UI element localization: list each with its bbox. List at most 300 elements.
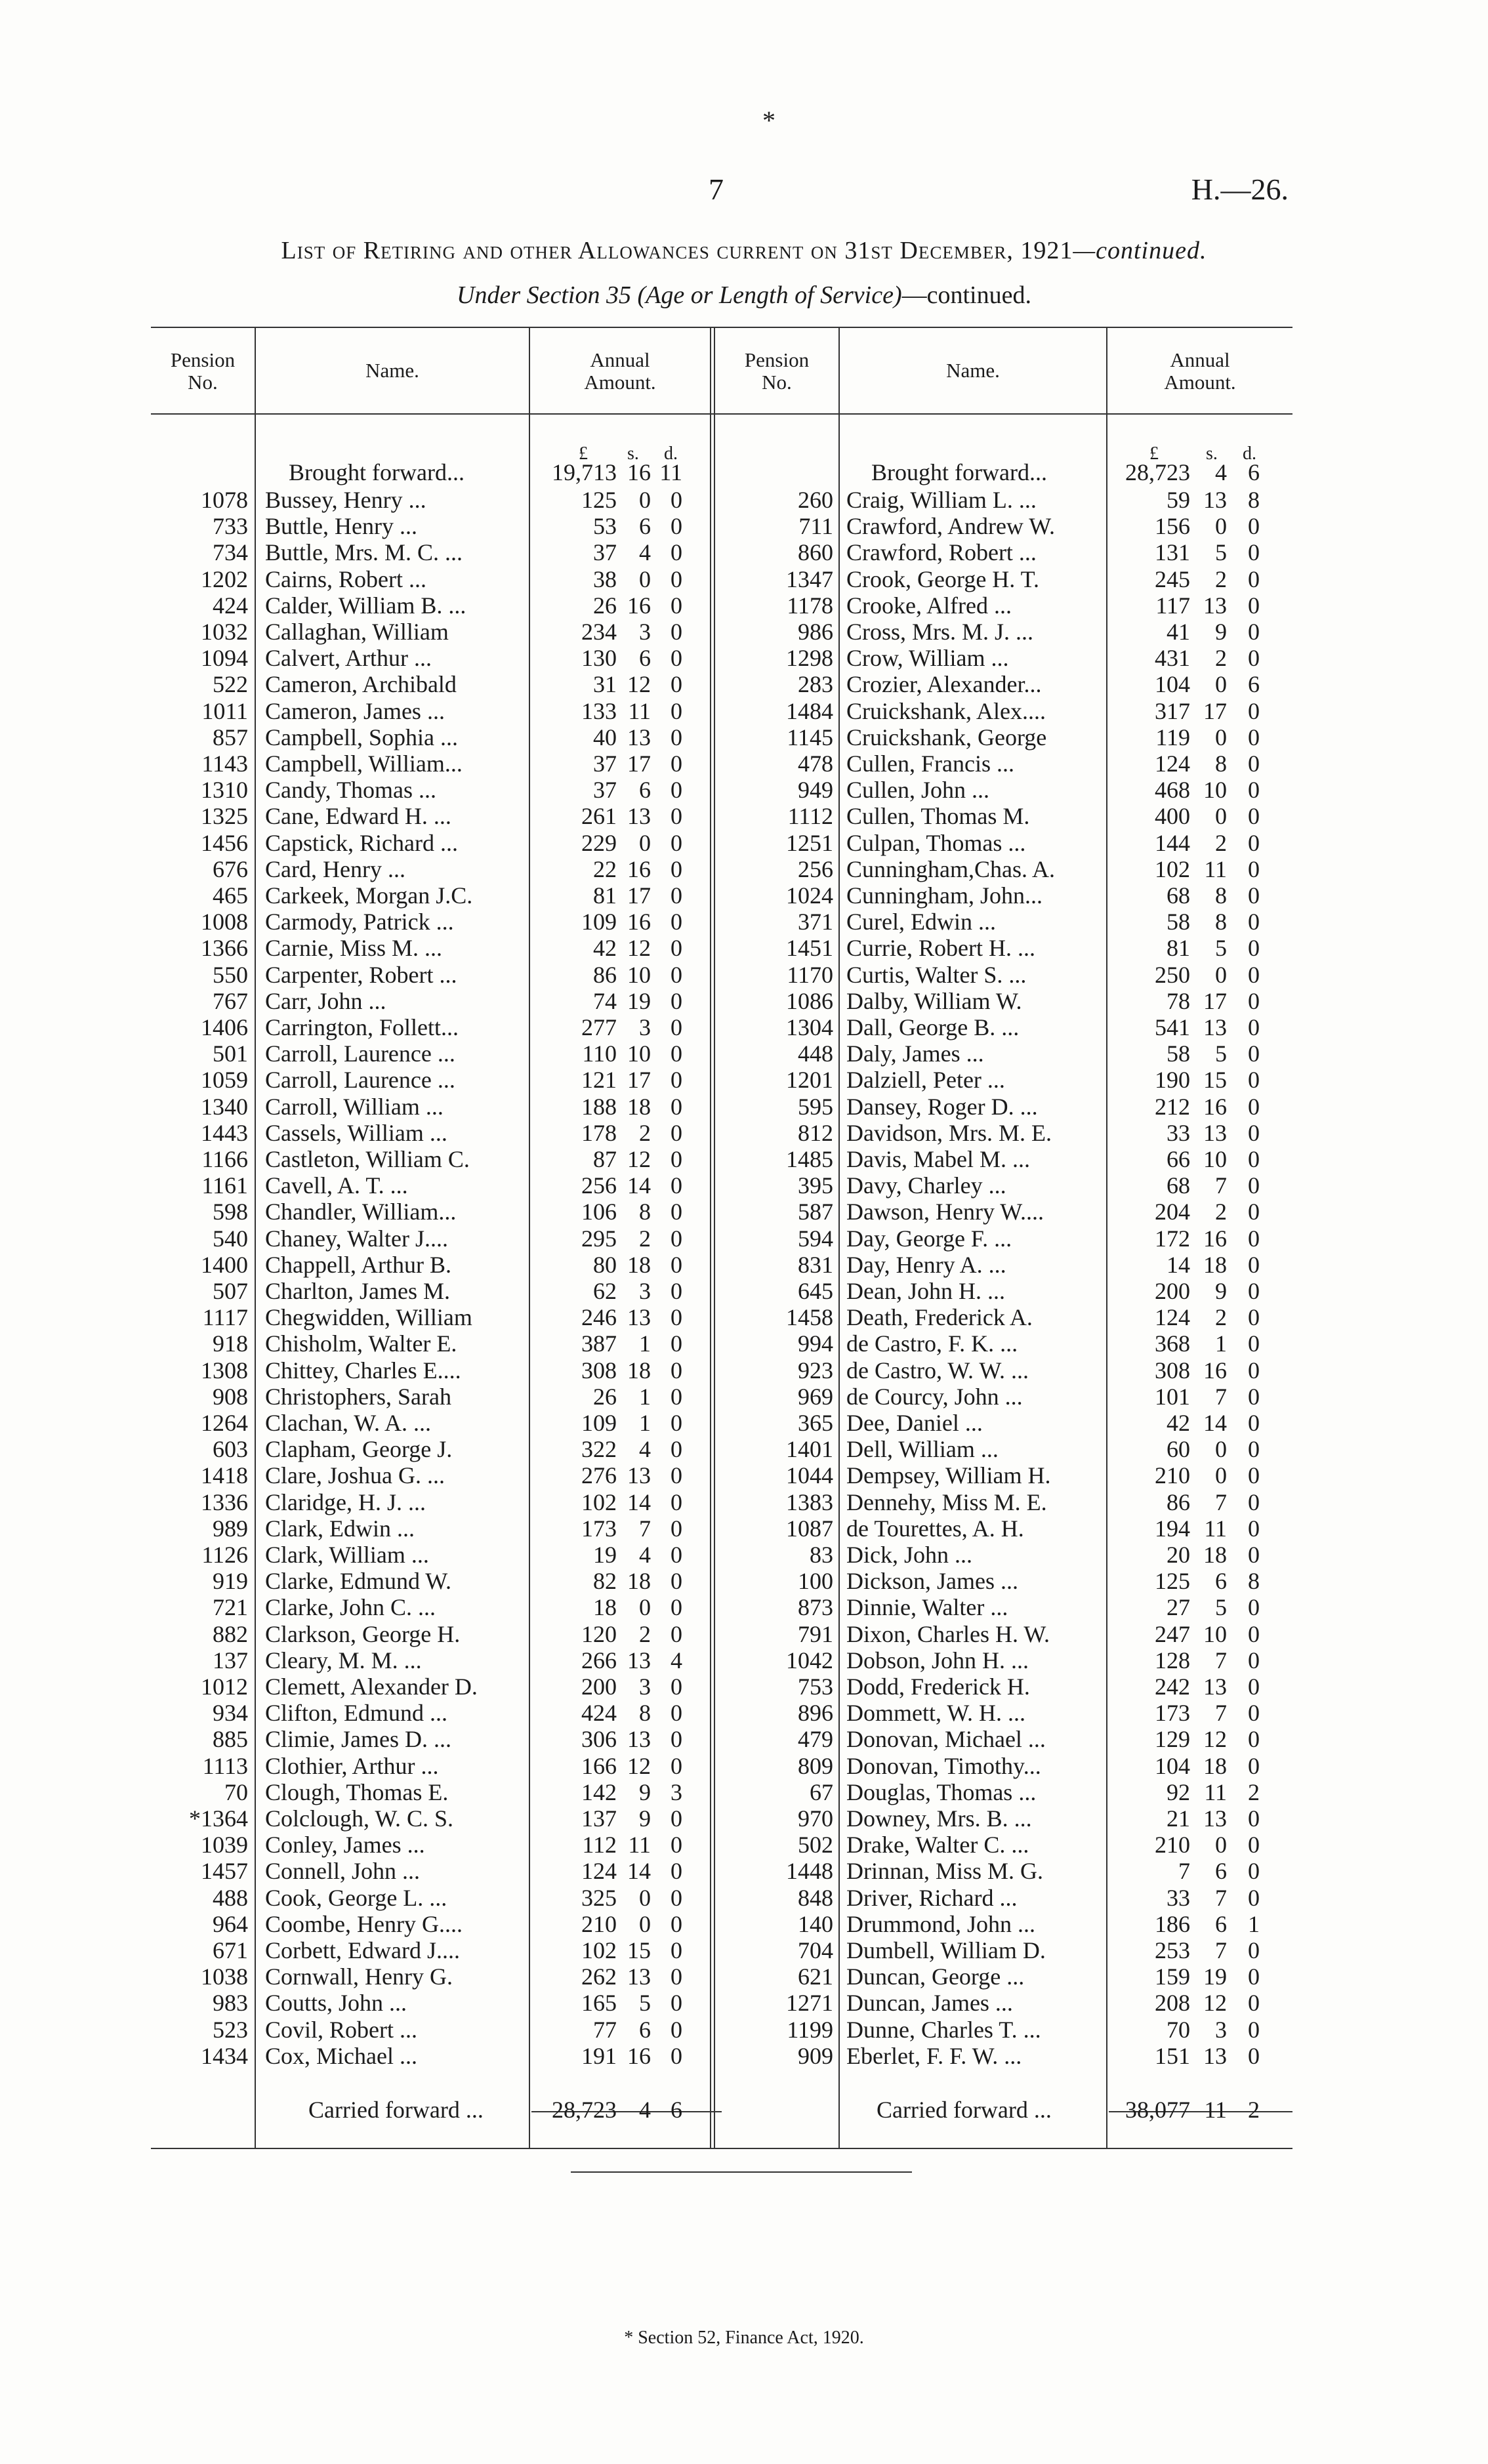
left-pensioner-name: Climie, James D. ... xyxy=(265,1726,451,1752)
right-amount-pounds: 308 xyxy=(1155,1357,1190,1384)
right-amount-shillings: 5 xyxy=(1215,1040,1227,1067)
left-amount-pounds: 121 xyxy=(581,1067,617,1093)
left-amount-shillings: 16 xyxy=(627,909,651,935)
left-amount-pence: 0 xyxy=(671,1489,682,1515)
right-amount-pounds: 173 xyxy=(1155,1700,1190,1726)
left-amount-shillings: 6 xyxy=(639,2017,651,2043)
right-amount-pence: 0 xyxy=(1248,962,1260,988)
right-amount-pounds: 212 xyxy=(1155,1094,1190,1120)
right-amount-shillings: 6 xyxy=(1215,1858,1227,1884)
right-pensioner-name: Crawford, Andrew W. xyxy=(846,513,1055,539)
left-amount-pence: 0 xyxy=(671,1172,682,1199)
right-amount-pounds: 368 xyxy=(1155,1330,1190,1357)
left-pension-no: 721 xyxy=(213,1594,248,1620)
right-amount-pounds: 210 xyxy=(1155,1832,1190,1858)
right-amount-pounds: 129 xyxy=(1155,1726,1190,1752)
left-pension-no: 1264 xyxy=(201,1410,248,1436)
left-amount-pence: 0 xyxy=(671,1621,682,1647)
left-amount-pounds: 31 xyxy=(593,671,617,697)
left-carried-forward-shillings: 4 xyxy=(639,2097,651,2123)
right-amount-pence: 0 xyxy=(1248,830,1260,856)
right-pensioner-name: Dumbell, William D. xyxy=(846,1937,1046,1963)
right-amount-pence: 0 xyxy=(1248,513,1260,539)
left-amount-pence: 0 xyxy=(671,1673,682,1700)
right-amount-pounds: 431 xyxy=(1155,645,1190,671)
left-amount-pence: 0 xyxy=(671,1462,682,1489)
right-amount-pounds: 242 xyxy=(1155,1673,1190,1700)
right-amount-pence: 0 xyxy=(1248,1067,1260,1093)
left-amount-pounds: 110 xyxy=(582,1040,617,1067)
left-amount-shillings: 6 xyxy=(639,777,651,803)
right-pensioner-name: Cunningham, John... xyxy=(846,882,1043,909)
left-brought-forward-label: Brought forward... xyxy=(289,459,465,485)
left-amount-pence: 0 xyxy=(671,1410,682,1436)
left-amount-pounds: 276 xyxy=(581,1462,617,1489)
right-amount-pence: 6 xyxy=(1248,671,1260,697)
left-amount-pence: 0 xyxy=(671,1753,682,1779)
right-amount-pence: 0 xyxy=(1248,1436,1260,1462)
left-amount-pence: 0 xyxy=(671,1832,682,1858)
right-pension-no: 645 xyxy=(798,1278,833,1304)
right-pension-no: 1271 xyxy=(786,1990,833,2016)
right-amount-pounds: 400 xyxy=(1155,803,1190,829)
left-pension-no: 1308 xyxy=(201,1357,248,1384)
right-pension-no: 1024 xyxy=(786,882,833,909)
left-pensioner-name: Clarke, Edmund W. xyxy=(265,1568,451,1594)
right-amount-pounds: 81 xyxy=(1167,935,1190,961)
right-amount-shillings: 18 xyxy=(1203,1542,1227,1568)
left-amount-shillings: 12 xyxy=(627,935,651,961)
left-pensioner-name: Cassels, William ... xyxy=(265,1120,447,1146)
left-amount-pounds: 261 xyxy=(581,803,617,829)
right-amount-pounds: 253 xyxy=(1155,1937,1190,1963)
right-pensioner-name: Crooke, Alfred ... xyxy=(846,592,1012,619)
left-amount-pence: 0 xyxy=(671,1700,682,1726)
right-amount-pence: 0 xyxy=(1248,1384,1260,1410)
right-amount-pounds: 124 xyxy=(1155,1304,1190,1330)
left-amount-pounds: 277 xyxy=(581,1014,617,1040)
right-amount-shillings: 10 xyxy=(1203,1146,1227,1172)
left-amount-shillings: 16 xyxy=(627,2043,651,2069)
left-amount-pounds: 37 xyxy=(593,750,617,777)
left-pensioner-name: Buttle, Henry ... xyxy=(265,513,417,539)
left-brought-forward-shillings: 16 xyxy=(627,459,651,485)
left-amount-pounds: 166 xyxy=(581,1753,617,1779)
right-pension-no: 909 xyxy=(798,2043,833,2069)
left-pension-no: 1126 xyxy=(201,1542,248,1568)
right-amount-shillings: 0 xyxy=(1215,724,1227,750)
left-amount-shillings: 1 xyxy=(639,1330,651,1357)
right-amount-pounds: 124 xyxy=(1155,750,1190,777)
right-amount-pounds: 70 xyxy=(1167,2017,1190,2043)
left-amount-shillings: 8 xyxy=(639,1700,651,1726)
left-amount-pence: 0 xyxy=(671,1885,682,1911)
right-amount-pence: 0 xyxy=(1248,1462,1260,1489)
right-amount-pounds: 42 xyxy=(1167,1410,1190,1436)
left-amount-shillings: 1 xyxy=(639,1410,651,1436)
right-pension-no: 831 xyxy=(798,1252,833,1278)
left-pension-no: 1038 xyxy=(201,1963,248,1990)
left-pension-no: 1366 xyxy=(201,935,248,961)
right-pension-no: 1044 xyxy=(786,1462,833,1489)
right-amount-pence: 0 xyxy=(1248,1885,1260,1911)
right-amount-pounds: 159 xyxy=(1155,1963,1190,1990)
right-amount-pence: 0 xyxy=(1248,1805,1260,1832)
left-pensioner-name: Cane, Edward H. ... xyxy=(265,803,451,829)
right-amount-shillings: 2 xyxy=(1215,645,1227,671)
left-amount-pence: 0 xyxy=(671,1304,682,1330)
left-amount-shillings: 12 xyxy=(627,1146,651,1172)
right-amount-pence: 0 xyxy=(1248,750,1260,777)
right-amount-pounds: 86 xyxy=(1167,1489,1190,1515)
right-amount-shillings: 7 xyxy=(1215,1885,1227,1911)
right-amount-pence: 0 xyxy=(1248,988,1260,1014)
right-pension-no: 753 xyxy=(798,1673,833,1700)
right-pension-no: 1401 xyxy=(786,1436,833,1462)
right-pension-no-header-l2: No. xyxy=(762,371,792,394)
left-amount-pounds: 42 xyxy=(593,935,617,961)
right-amount-shillings: 13 xyxy=(1203,1673,1227,1700)
left-pension-no: 934 xyxy=(213,1700,248,1726)
right-pensioner-name: Dell, William ... xyxy=(846,1436,999,1462)
right-amount-shillings: 19 xyxy=(1203,1963,1227,1990)
left-pensioner-name: Carroll, Laurence ... xyxy=(265,1067,455,1093)
left-amount-pounds: 106 xyxy=(581,1199,617,1225)
right-amount-shillings: 13 xyxy=(1203,592,1227,619)
right-amount-pence: 8 xyxy=(1248,487,1260,513)
left-pensioner-name: Carmody, Patrick ... xyxy=(265,909,454,935)
left-amount-pence: 0 xyxy=(671,592,682,619)
left-pensioner-name: Capstick, Richard ... xyxy=(265,830,458,856)
left-amount-pence: 0 xyxy=(671,830,682,856)
right-pensioner-name: Dick, John ... xyxy=(846,1542,972,1568)
left-pension-no: 550 xyxy=(213,962,248,988)
table-bottom-rule xyxy=(151,2148,1292,2149)
left-pensioner-name: Clarke, John C. ... xyxy=(265,1594,436,1620)
left-pensioner-name: Cleary, M. M. ... xyxy=(265,1647,422,1673)
right-pensioner-name: Eberlet, F. F. W. ... xyxy=(846,2043,1022,2069)
left-pence-unit: d. xyxy=(664,443,678,464)
right-amount-shillings: 8 xyxy=(1215,882,1227,909)
left-pensioner-name: Bussey, Henry ... xyxy=(265,487,426,513)
right-amount-pence: 0 xyxy=(1248,1990,1260,2016)
left-pensioner-name: Cox, Michael ... xyxy=(265,2043,417,2069)
right-pensioner-name: Cunningham,Chas. A. xyxy=(846,856,1056,882)
left-pensioner-name: Chappell, Arthur B. xyxy=(265,1252,451,1278)
left-pension-no: 540 xyxy=(213,1225,248,1252)
right-pensioner-name: Day, Henry A. ... xyxy=(846,1252,1006,1278)
right-brought-forward-pence: 6 xyxy=(1248,459,1260,485)
left-amount-shillings: 4 xyxy=(639,539,651,565)
left-pension-no: 1161 xyxy=(201,1172,248,1199)
right-pension-no: 83 xyxy=(810,1542,833,1568)
right-amount-shillings: 0 xyxy=(1215,671,1227,697)
left-amount-pence: 0 xyxy=(671,1094,682,1120)
right-amount-pence: 0 xyxy=(1248,645,1260,671)
right-amount-pence: 0 xyxy=(1248,1252,1260,1278)
right-pensioner-name: Dommett, W. H. ... xyxy=(846,1700,1026,1726)
left-pension-no: 501 xyxy=(213,1040,248,1067)
right-pension-no: 1170 xyxy=(787,962,833,988)
right-amount-pence: 0 xyxy=(1248,1014,1260,1040)
right-amount-shillings: 18 xyxy=(1203,1252,1227,1278)
right-pensioner-name: Curel, Edwin ... xyxy=(846,909,996,935)
right-amount-pence: 0 xyxy=(1248,592,1260,619)
left-pensioner-name: Cook, George L. ... xyxy=(265,1885,447,1911)
right-amount-pounds: 172 xyxy=(1155,1225,1190,1252)
left-amount-pounds: 295 xyxy=(581,1225,617,1252)
left-amount-pounds: 234 xyxy=(581,619,617,645)
right-amount-pence: 0 xyxy=(1248,1594,1260,1620)
right-amount-pounds: 117 xyxy=(1155,592,1190,619)
left-carried-forward-label: Carried forward ... xyxy=(308,2097,484,2123)
right-amount-pence: 2 xyxy=(1248,1779,1260,1805)
right-pensioner-name: Dinnie, Walter ... xyxy=(846,1594,1008,1620)
left-pension-no: 523 xyxy=(213,2017,248,2043)
left-carried-forward-pence: 6 xyxy=(671,2097,682,2123)
right-pensioner-name: Dickson, James ... xyxy=(846,1568,1018,1594)
right-amount-pounds: 204 xyxy=(1155,1199,1190,1225)
right-amount-shillings: 2 xyxy=(1215,830,1227,856)
right-amount-pounds: 7 xyxy=(1178,1858,1190,1884)
left-pension-no: 1166 xyxy=(201,1146,248,1172)
right-pensioner-name: Drummond, John ... xyxy=(846,1911,1035,1937)
right-amount-pounds: 58 xyxy=(1167,909,1190,935)
right-pensioner-name: Cullen, Francis ... xyxy=(846,750,1014,777)
subtitle-continued: —continued. xyxy=(901,281,1031,309)
right-amount-pence: 0 xyxy=(1248,882,1260,909)
left-amount-shillings: 14 xyxy=(627,1489,651,1515)
left-pensioner-name: Carroll, William ... xyxy=(265,1094,444,1120)
left-pension-no: 1059 xyxy=(201,1067,248,1093)
right-pension-no: 595 xyxy=(798,1094,833,1120)
center-divider-a xyxy=(710,327,711,2148)
left-amount-shillings: 3 xyxy=(639,619,651,645)
right-amount-pounds: 186 xyxy=(1155,1911,1190,1937)
left-pension-no: 1117 xyxy=(202,1304,248,1330)
left-pension-no: 1400 xyxy=(201,1252,248,1278)
right-amount-shillings: 7 xyxy=(1215,1489,1227,1515)
left-pensioner-name: Cameron, Archibald xyxy=(265,671,457,697)
left-pensioner-name: Carr, John ... xyxy=(265,988,386,1014)
left-amount-pounds: 322 xyxy=(581,1436,617,1462)
right-amount-shillings: 7 xyxy=(1215,1172,1227,1199)
right-amount-pounds: 104 xyxy=(1155,671,1190,697)
right-amount-pounds: 33 xyxy=(1167,1120,1190,1146)
right-amount-pence: 0 xyxy=(1248,2017,1260,2043)
right-pension-no: 970 xyxy=(798,1805,833,1832)
right-pensioner-name: de Castro, W. W. ... xyxy=(846,1357,1029,1384)
right-pensioner-name: Dean, John H. ... xyxy=(846,1278,1005,1304)
right-amount-pounds: 78 xyxy=(1167,988,1190,1014)
left-pension-no: 882 xyxy=(213,1621,248,1647)
right-amount-shillings: 0 xyxy=(1215,1832,1227,1858)
left-amount-shillings: 7 xyxy=(639,1515,651,1542)
left-pensioner-name: Carroll, Laurence ... xyxy=(265,1040,455,1067)
left-pension-no: 1325 xyxy=(201,803,248,829)
right-pension-no-header xyxy=(715,349,838,394)
left-amount-pence: 0 xyxy=(671,1726,682,1752)
right-pension-no: 67 xyxy=(810,1779,833,1805)
right-amount-shillings: 7 xyxy=(1215,1647,1227,1673)
left-amount-shillings: 0 xyxy=(639,1594,651,1620)
right-pensioner-name: Davy, Charley ... xyxy=(846,1172,1006,1199)
right-amount-shillings: 17 xyxy=(1203,988,1227,1014)
left-pensioner-name: Carnie, Miss M. ... xyxy=(265,935,442,961)
right-amount-pence: 0 xyxy=(1248,1647,1260,1673)
left-amount-pounds: 102 xyxy=(581,1937,617,1963)
right-pension-no: 1347 xyxy=(786,566,833,592)
right-pension-no: 365 xyxy=(798,1410,833,1436)
left-amount-pounds: 188 xyxy=(581,1094,617,1120)
right-pensioner-name: Daly, James ... xyxy=(846,1040,984,1067)
right-pensioner-name: Culpan, Thomas ... xyxy=(846,830,1026,856)
left-amount-pounds: 165 xyxy=(581,1990,617,2016)
right-amount-shillings: 16 xyxy=(1203,1225,1227,1252)
left-pension-no: 1336 xyxy=(201,1489,248,1515)
left-amount-pounds: 26 xyxy=(593,592,617,619)
title-continued: —continued. xyxy=(1073,237,1207,264)
left-amount-pounds: 19 xyxy=(593,1542,617,1568)
left-amount-pounds: 308 xyxy=(581,1357,617,1384)
left-amount-shillings: 19 xyxy=(627,988,651,1014)
right-amount-header-l2: Amount. xyxy=(1164,371,1236,394)
footnote: * Section 52, Finance Act, 1920. xyxy=(624,2328,864,2348)
left-amount-shillings: 18 xyxy=(627,1568,651,1594)
right-amount-pence: 0 xyxy=(1248,777,1260,803)
left-amount-pounds: 87 xyxy=(593,1146,617,1172)
left-pensioner-name: Clark, Edwin ... xyxy=(265,1515,415,1542)
left-amount-pence: 0 xyxy=(671,1542,682,1568)
right-pension-no: 809 xyxy=(798,1753,833,1779)
left-amount-shillings: 9 xyxy=(639,1805,651,1832)
left-pensioner-name: Clare, Joshua G. ... xyxy=(265,1462,445,1489)
right-amount-shillings: 9 xyxy=(1215,619,1227,645)
right-pension-no: 1145 xyxy=(787,724,833,750)
right-amount-shillings: 18 xyxy=(1203,1753,1227,1779)
left-amount-pounds: 191 xyxy=(581,2043,617,2069)
right-pensioner-name: Craig, William L. ... xyxy=(846,487,1037,513)
left-amount-shillings: 17 xyxy=(627,750,651,777)
left-amount-shillings: 3 xyxy=(639,1014,651,1040)
left-amount-pence: 0 xyxy=(671,539,682,565)
left-name-header: Name. xyxy=(365,359,419,382)
left-amount-pence: 0 xyxy=(671,1963,682,1990)
right-carried-forward-label: Carried forward ... xyxy=(877,2097,1052,2123)
right-pension-no: 260 xyxy=(798,487,833,513)
right-pension-no: 1201 xyxy=(786,1067,833,1093)
right-amount-pounds: 468 xyxy=(1155,777,1190,803)
left-amount-shillings: 4 xyxy=(639,1436,651,1462)
right-amount-header-l1: Annual xyxy=(1170,348,1230,371)
right-carried-forward-pence: 2 xyxy=(1248,2097,1260,2123)
right-amount-pence: 0 xyxy=(1248,1489,1260,1515)
right-amount-pence: 0 xyxy=(1248,698,1260,724)
left-pension-no: 1443 xyxy=(201,1120,248,1146)
left-amount-pence: 0 xyxy=(671,698,682,724)
right-pensioner-name: Duncan, George ... xyxy=(846,1963,1025,1990)
left-pensioner-name: Cameron, James ... xyxy=(265,698,445,724)
left-amount-pence: 3 xyxy=(671,1779,682,1805)
left-amount-shillings: 10 xyxy=(627,962,651,988)
right-amount-pounds: 20 xyxy=(1167,1542,1190,1568)
left-amount-pounds: 306 xyxy=(581,1726,617,1752)
left-amount-pence: 0 xyxy=(671,1040,682,1067)
left-pensioner-name: Coutts, John ... xyxy=(265,1990,407,2016)
left-brought-forward-pence: 11 xyxy=(659,459,682,485)
left-pensioner-name: Chisholm, Walter E. xyxy=(265,1330,457,1357)
right-amount-shillings: 7 xyxy=(1215,1937,1227,1963)
left-amount-shillings: 13 xyxy=(627,803,651,829)
right-pension-no: 283 xyxy=(798,671,833,697)
left-brought-forward-pounds: 19,713 xyxy=(552,459,617,485)
right-no-divider xyxy=(838,327,840,2148)
left-amount-pounds: 173 xyxy=(581,1515,617,1542)
left-amount-pence: 0 xyxy=(671,671,682,697)
right-pensioner-name: Dalby, William W. xyxy=(846,988,1022,1014)
left-pensioner-name: Chegwidden, William xyxy=(265,1304,472,1330)
left-pension-no: 1113 xyxy=(202,1753,248,1779)
right-amount-pence: 0 xyxy=(1248,803,1260,829)
right-amount-pence: 0 xyxy=(1248,1330,1260,1357)
right-pensioner-name: Dunne, Charles T. ... xyxy=(846,2017,1041,2043)
right-amount-pence: 0 xyxy=(1248,2043,1260,2069)
right-amount-shillings: 6 xyxy=(1215,1911,1227,1937)
left-amount-pounds: 18 xyxy=(593,1594,617,1620)
right-amount-pence: 0 xyxy=(1248,1753,1260,1779)
left-amount-pence: 0 xyxy=(671,566,682,592)
left-pensioner-name: Campbell, William... xyxy=(265,750,463,777)
right-amount-pence: 0 xyxy=(1248,1199,1260,1225)
left-pension-no: 1039 xyxy=(201,1832,248,1858)
left-amount-pence: 0 xyxy=(671,1911,682,1937)
left-amount-pence: 0 xyxy=(671,2017,682,2043)
left-pensioner-name: Clark, William ... xyxy=(265,1542,429,1568)
left-pensioner-name: Charlton, James M. xyxy=(265,1278,450,1304)
left-amount-shillings: 6 xyxy=(639,645,651,671)
left-pension-no: 857 xyxy=(213,724,248,750)
left-pensioner-name: Castleton, William C. xyxy=(265,1146,470,1172)
right-amount-pence: 0 xyxy=(1248,1726,1260,1752)
right-amount-pounds: 102 xyxy=(1155,856,1190,882)
right-pensioner-name: Duncan, James ... xyxy=(846,1990,1013,2016)
left-amount-pounds: 82 xyxy=(593,1568,617,1594)
left-amount-pounds: 210 xyxy=(581,1911,617,1937)
left-amount-shillings: 15 xyxy=(627,1937,651,1963)
left-shilling-unit: s. xyxy=(627,443,639,464)
left-amount-pounds: 38 xyxy=(593,566,617,592)
left-pensioner-name: Clapham, George J. xyxy=(265,1436,453,1462)
right-pension-no: 1042 xyxy=(786,1647,833,1673)
right-pension-no: 1458 xyxy=(786,1304,833,1330)
left-amount-pence: 0 xyxy=(671,1278,682,1304)
left-amount-shillings: 13 xyxy=(627,1647,651,1673)
left-amount-pounds: 262 xyxy=(581,1963,617,1990)
right-amount-pence: 0 xyxy=(1248,1225,1260,1252)
left-pensioner-name: Carrington, Follett... xyxy=(265,1014,459,1040)
left-amount-shillings: 14 xyxy=(627,1172,651,1199)
left-pensioner-name: Cavell, A. T. ... xyxy=(265,1172,408,1199)
left-pension-no: 734 xyxy=(213,539,248,565)
left-amount-pence: 0 xyxy=(671,1436,682,1462)
left-amount-shillings: 16 xyxy=(627,592,651,619)
right-amount-pence: 0 xyxy=(1248,1278,1260,1304)
right-pensioner-name: Dalziell, Peter ... xyxy=(846,1067,1005,1093)
left-pension-no: 1457 xyxy=(201,1858,248,1884)
left-amount-shillings: 9 xyxy=(639,1779,651,1805)
right-pension-no: 478 xyxy=(798,750,833,777)
left-amount-pence: 0 xyxy=(671,1858,682,1884)
